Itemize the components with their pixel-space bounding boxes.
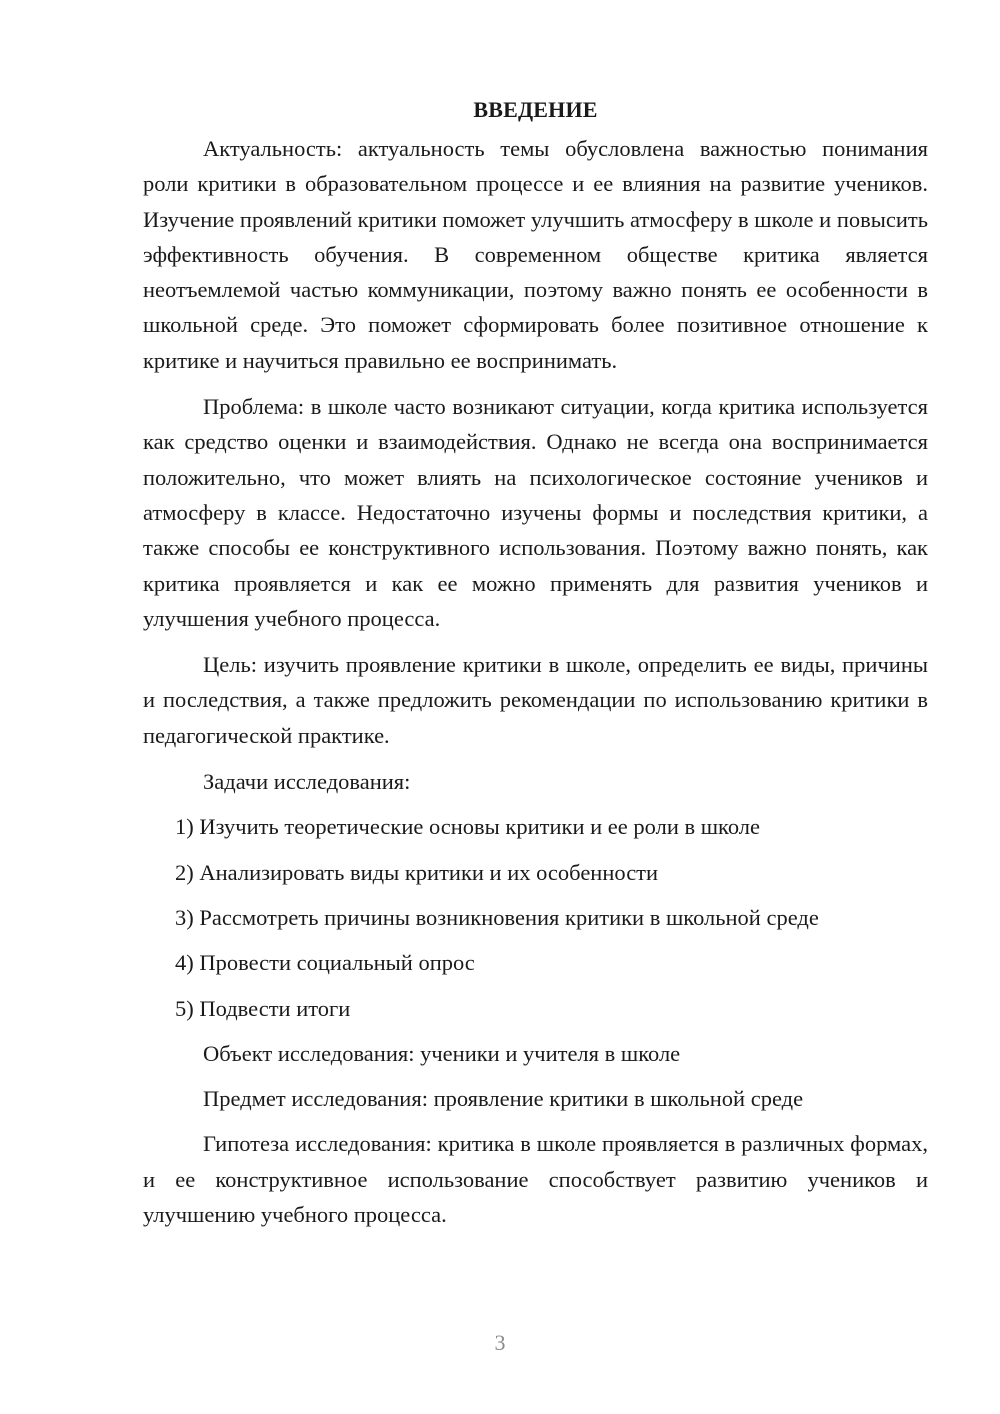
object-line: Объект исследования: ученики и учителя в школе: [203, 1040, 681, 1066]
tasks-list: [143, 809, 928, 1025]
relevance-paragraph: Актуальность: актуальность темы обусловлена важностью понимания роли критики в образовательном процессе и ее влияния на развитие учеников. Изучение проявлений критики поможет улучшить атмосферу в школе и повысить эффективность обучения. В современном обществе критика является неотъемлемой частью коммуникации, поэтому важно понять ее особенности в школьной среде. Это поможет сформировать более позитивное отношение к критике и научиться правильно ее воспринимать.: [143, 136, 928, 373]
tasks-heading: Задачи исследования:: [203, 769, 411, 795]
document-page: [143, 92, 928, 1243]
task-item-4: 4) Провести социальный опрос: [175, 950, 475, 976]
goal-paragraph: Цель: изучить проявление критики в школе, определить ее виды, причины и последствия, а также предложить рекомендации по использованию критики в педагогической практике.: [143, 652, 928, 748]
page-number: 3: [494, 1330, 506, 1355]
problem-paragraph: Проблема: в школе часто возникают ситуации, когда критика используется как средство оценки и взаимодействия. Однако не всегда она воспринимается положительно, что может влиять на психологическое состояние учеников и атмосферу в классе. Недостаточно изучены формы и последствия критики, а также способы ее конструктивного использования. Поэтому важно понять, как критика проявляется и как ее можно применять для развития учеников и улучшения учебного процесса.: [143, 394, 928, 631]
hypothesis-paragraph: Гипотеза исследования: критика в школе проявляется в различных формах, и ее конструктивное использование способствует развитию учеников и улучшению учебного процесса.: [143, 1131, 928, 1228]
task-item-2: 2) Анализировать виды критики и их особенности: [175, 859, 659, 885]
task-item-3: 3) Рассмотреть причины возникновения критики в школьной среде: [175, 904, 819, 930]
task-item-5: 5) Подвести итоги: [175, 995, 351, 1021]
section-heading: ВВЕДЕНИЕ: [473, 97, 598, 122]
subject-line: Предмет исследования: проявление критики в школьной среде: [203, 1086, 804, 1112]
task-item-1: 1) Изучить теоретические основы критики и ее роли в школе: [175, 814, 761, 840]
